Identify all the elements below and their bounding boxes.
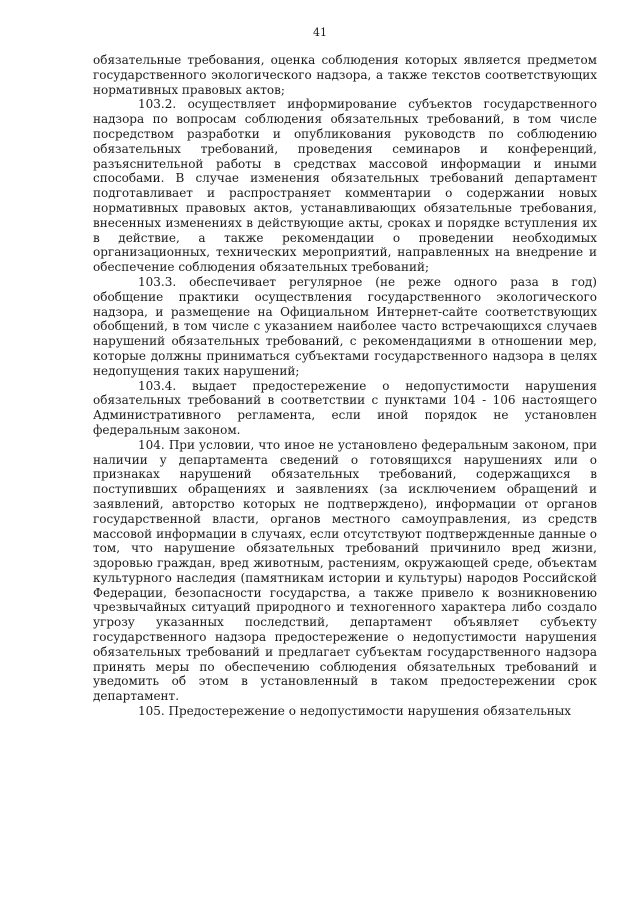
paragraph-103-3: 103.3. обеспечивает регулярное (не реже одного раза в год) обобщение практики осуществления государственного экологического надзора, и размещение на Официальном Интернет-сайте соответствующих обобщений, в том числе с указанием наиболее часто встречающихся случаев нарушений обязательных требований, с рекомендациями в отношении мер, которые должны приниматься субъектами государственного надзора в целях недопущения таких нарушений; [93,274,597,378]
paragraph-continuation: обязательные требования, оценка соблюдения которых является предметом государственного экологического надзора, а также текстов соответствующих нормативных правовых актов; [93,53,597,97]
paragraph-103-2: 103.2. осуществляет информирование субъектов государственного надзора по вопросам соблюдения обязательных требований, в том числе посредством разработки и опубликования руководств по соблюдению обязательных требований, проведения семинаров и конференций, разъяснительной работы в средствах массовой информации и иными способами. В случае изменения обязательных требований департамент подготавливает и распространяет комментарии о содержании новых нормативных правовых актов, устанавливающих обязательные требования, внесенных изменениях в действующие акты, сроках и порядке вступления их в действие, а также рекомендации о проведении необходимых организационных, технических мероприятий, направленных на внедрение и обеспечение соблюдения обязательных требований; [93,97,597,275]
paragraph-105: 105. Предостережение о недопустимости нарушения обязательных [138,704,572,719]
paragraph-104: 104. При условии, что иное не установлено федеральным законом, при наличии у департамента сведений о готовящихся нарушениях или о признаках нарушений обязательных требований, содержащихся в поступивших обращениях и заявлениях (за исключением обращений и заявлений, авторство которых не подтверждено), информации от органов государственной власти, органов местного самоуправления, из средств массовой информации в случаях, если отсутствуют подтвержденные данные о том, что нарушение обязательных требований причинило вред жизни, здоровью граждан, вред животным, растениям, окружающей среде, объектам культурного наследия (памятникам истории и культуры) народов Российской Федерации, безопасности государства, а также привело к возникновению чрезвычайных ситуаций природного и техногенного характера либо создало угрозу указанных последствий, департамент объявляет субъекту государственного надзора предостережение о недопустимости нарушения обязательных требований и предлагает субъектам государственного надзора принять меры по обеспечению соблюдения обязательных требований и уведомить об этом в установленный в таком предостережении срок департамент. [93,437,597,704]
paragraph-103-4: 103.4. выдает предостережение о недопустимости нарушения обязательных требований в соответствии с пунктами 104 - 106 настоящего Административного регламента, если иной порядок не установлен федеральным законом. [93,378,597,437]
page-number: 41 [313,26,327,39]
document-body [93,53,597,719]
